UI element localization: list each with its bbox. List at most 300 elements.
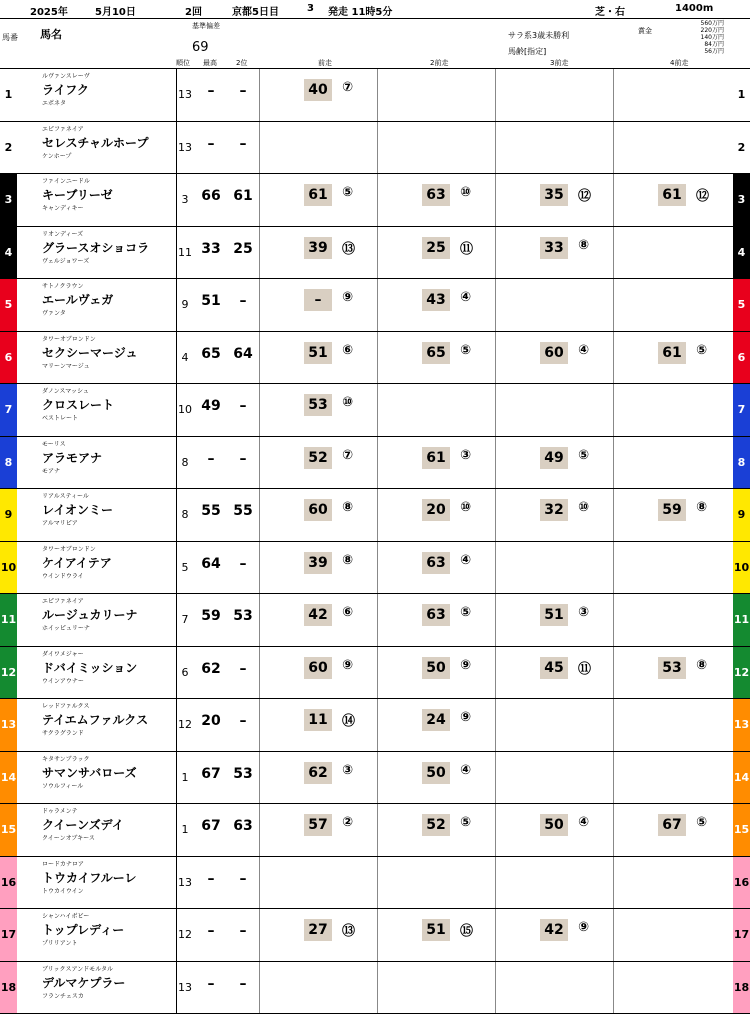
finish-position: ⑨ [578,920,590,935]
past-runs [259,69,732,121]
umaban: 7 [0,384,17,436]
horse-name: ルージュカリーナ [42,608,138,622]
umaban: 4 [0,227,17,279]
year: 2025年 [30,7,68,18]
run-score: 35 [540,184,568,206]
prize-3: 140万円 [700,34,724,41]
past-runs [259,332,732,384]
dam-name: ウインアウナー [42,677,84,685]
finish-position: ⑧ [342,552,354,568]
top-index: 33 [201,240,221,257]
horse-row [0,69,750,122]
finish-position: ⑥ [342,342,354,358]
horse-cell [18,962,177,1014]
horse-name: エールヴェガ [42,293,114,307]
horse-row [0,962,750,1015]
second-index: 53 [233,608,253,624]
sire-name: タワーオブロンドン [42,335,96,343]
horse-cell [18,279,177,331]
finish-position: ⑨ [342,657,354,673]
umaban: 2 [0,122,17,174]
past-run [495,962,617,1014]
umaban: 3 [733,174,750,226]
run-score: 51 [304,342,332,364]
dam-name: ヴァンタ [42,310,66,317]
dam-name: キャンディキー [42,205,84,212]
top-index: 55 [201,503,221,519]
umaban: 18 [0,962,17,1014]
dam-name: アルマリピア [42,520,78,527]
past-run [377,542,499,594]
past-run [495,489,617,541]
finish-position: ⑬ [342,924,356,939]
past-run [259,489,381,541]
horse-row [0,647,750,700]
past-run [613,857,735,909]
horse-cell [18,332,177,384]
horse-name: クロスレート [42,398,115,412]
umaban: 14 [733,752,750,804]
name-label: 馬名 [40,28,62,41]
past-run [613,962,735,1014]
second-col: 2位 [236,59,248,67]
horse-row [0,699,750,752]
dam-name: サクラグランド [42,730,84,737]
past-run [495,909,617,961]
sire-name: ブリックスアンドモルタル [42,965,113,973]
umaban: 2 [733,122,750,174]
past-run [613,542,735,594]
dam-name: トウカイウイン [42,887,84,895]
top-index: – [207,923,215,939]
second-index: – [239,923,247,939]
past-run [377,489,499,541]
horse-name: セクシーマージュ [42,345,138,360]
umaban: 1 [0,69,17,121]
second-index: – [239,293,247,309]
past-run [495,279,617,331]
prize-4: 84万円 [704,41,724,48]
sire-name: ファインニードル [42,178,90,185]
horse-cell [18,227,177,279]
horse-row [0,857,750,910]
prize-label: 賞金 [638,27,652,35]
horse-row [0,752,750,805]
run-score: 50 [422,657,450,679]
past-run [495,437,617,489]
finish-position: ④ [578,342,590,358]
run-score: 52 [304,447,332,469]
umaban: 6 [733,332,750,384]
finish-position: ③ [342,762,354,778]
run-score: 11 [304,709,332,731]
finish-position: ⑪ [578,661,592,677]
past-run [377,647,499,699]
horse-name: レイオンミー [42,503,114,517]
sire-name: タワーオブロンドン [42,545,96,553]
past-run [259,437,381,489]
run-score: 63 [422,552,450,574]
umaban: 9 [0,489,17,541]
base-value: 69 [192,40,209,55]
umaban: 10 [0,542,17,594]
prize-2: 220万円 [700,27,724,34]
top-col: 最高 [203,59,217,67]
dam-name: ヴェルジョワーズ [42,257,90,265]
past-run [377,384,499,436]
umaban-label: 馬番 [2,33,18,42]
past-run [613,909,735,961]
horse-name: トウカイフルーレ [42,870,137,885]
dam-name: ソウルフィール [42,782,84,790]
top-index: – [207,870,215,887]
horse-row [0,279,750,332]
second-index: – [239,555,247,572]
past-run [259,594,381,646]
prize-list [680,20,724,55]
race-class: サラ系3歳未勝利 [508,31,570,40]
past-runs [259,437,732,489]
top-index: 66 [201,188,221,204]
past-run [259,69,381,121]
sire-name: ドゥラメンテ [42,808,78,815]
finish-position: ⑦ [342,447,354,463]
horse-name: グラースオショコラ [42,240,150,255]
second-index: – [239,975,247,992]
past-run [259,279,381,331]
horse-cell [18,69,177,121]
horse-row [0,542,750,595]
run-score: 63 [422,604,450,626]
top-index: 49 [201,398,221,414]
popularity-rank: 13 [178,875,192,889]
umaban: 13 [0,699,17,751]
second-index: 25 [233,240,253,257]
top-index: 64 [201,555,221,572]
dam-name: ホイッピュリーナ [42,625,90,632]
top-index: 20 [201,713,221,729]
top-index: 51 [201,293,221,309]
past-run [613,69,735,121]
past-run [377,594,499,646]
second-index: – [239,398,247,414]
popularity-rank: 8 [181,455,189,469]
past-runs [259,804,732,856]
past-run [377,962,499,1014]
second-index: – [239,660,247,677]
horse-row [0,437,750,490]
past-run [495,542,617,594]
horse-name: トップレディー [42,923,125,937]
umaban: 5 [733,279,750,331]
dam-name: マリーンマージュ [42,362,90,370]
second-index: 64 [233,345,253,362]
run-score: 53 [304,394,332,416]
popularity-rank: 10 [178,403,192,417]
column-header [0,57,750,69]
finish-position: ⑩ [578,500,590,515]
past-run [259,647,381,699]
past-run [613,437,735,489]
second-index: – [239,135,247,152]
past-run [259,122,381,174]
run-score: 61 [658,184,686,206]
popularity-rank: 8 [181,508,189,522]
date: 5月10日 [95,7,136,18]
past-run [259,699,381,751]
past-run [613,332,735,384]
past-run [613,122,735,174]
past-run [377,174,499,226]
finish-position: ⑧ [342,500,354,515]
race-condition: 馬齢[指定] [508,47,547,56]
finish-position: ⑨ [460,710,472,725]
umaban: 12 [0,647,17,699]
horse-cell [18,699,177,751]
popularity-rank: 13 [178,980,192,994]
horse-name: アラモアナ [42,450,103,465]
run-score: 67 [658,814,686,836]
finish-position: ⑤ [460,605,472,620]
popularity-rank: 9 [181,298,189,312]
horse-row [0,227,750,280]
dam-name: プリリアント [42,940,78,947]
start-time: 発走 11時5分 [328,7,393,18]
past-run [259,857,381,909]
sire-name: リアルスティール [42,493,89,500]
prev2-col: 2前走 [430,59,449,67]
run-score: 60 [304,499,332,521]
run-score: 42 [540,919,568,941]
horse-row [0,122,750,175]
sire-name: キタサンブラック [42,755,90,763]
past-runs [259,227,732,279]
dam-name: ウインドウライ [42,572,84,580]
past-runs [259,489,732,541]
horse-row [0,174,750,227]
second-index: – [239,450,247,467]
sire-name: ダイワメジャー [42,650,84,658]
horse-name: サマンサバローズ [42,765,137,780]
past-run [377,69,499,121]
finish-position: ⑮ [460,924,474,939]
horse-name: ライフク [42,83,89,97]
past-runs [259,542,732,594]
sire-name: モーリス [42,440,66,448]
umaban: 9 [733,489,750,541]
umaban: 8 [733,437,750,489]
rank-col: 順位 [176,59,190,67]
past-run [613,647,735,699]
sire-name: レッドファルクス [42,703,90,710]
finish-position: ⑭ [342,714,356,729]
past-run [495,804,617,856]
past-run [613,489,735,541]
finish-position: ④ [578,815,590,830]
past-run [613,699,735,751]
popularity-rank: 1 [181,823,189,837]
finish-position: ⑤ [460,342,472,358]
past-run [259,909,381,961]
past-run [377,279,499,331]
past-run [495,69,617,121]
horse-cell [18,909,177,961]
horse-cell [18,489,177,541]
run-score: 57 [304,814,332,836]
run-score: 49 [540,447,568,469]
past-run [259,752,381,804]
sire-name: ルヴァンスレーヴ [42,73,90,80]
horse-name: テイエムファルクス [42,713,149,727]
past-run [259,804,381,856]
finish-position: ⑤ [578,447,590,463]
popularity-rank: 5 [181,560,189,574]
past-run [377,699,499,751]
finish-position: ④ [460,552,472,568]
dam-name: エボネタ [42,100,67,107]
second-index: 55 [233,503,253,519]
umaban: 8 [0,437,17,489]
past-runs [259,909,732,961]
run-score: 65 [422,342,450,364]
past-run [259,542,381,594]
run-score: 39 [304,237,332,259]
run-score: 24 [422,709,450,731]
dam-name: ベストレート [42,415,79,422]
past-run [377,437,499,489]
past-run [495,752,617,804]
kai: 2回 [185,7,202,18]
distance: 1400m [675,3,714,14]
umaban: 6 [0,332,17,384]
top-index: – [207,975,215,992]
horse-cell [18,857,177,909]
run-score: 51 [540,604,568,626]
finish-position: ④ [460,762,472,778]
run-score: 39 [304,552,332,574]
umaban: 13 [733,699,750,751]
past-run [377,332,499,384]
past-run [377,909,499,961]
past-runs [259,174,732,226]
dam-name: クイーンオブキース [42,835,95,842]
popularity-rank: 12 [178,718,192,732]
umaban: 14 [0,752,17,804]
past-run [495,647,617,699]
past-runs [259,752,732,804]
past-run [259,384,381,436]
horse-row [0,489,750,542]
second-index: – [239,713,247,729]
horse-name: ケイアイテア [42,555,112,570]
past-run [377,122,499,174]
umaban: 12 [733,647,750,699]
umaban: 16 [0,857,17,909]
horse-name: クイーンズデイ [42,818,124,832]
past-run [259,174,381,226]
horse-row [0,594,750,647]
umaban: 16 [733,857,750,909]
finish-position: ⑦ [342,80,354,95]
finish-position: ④ [460,290,472,305]
top-index: 65 [201,345,221,362]
past-run [495,857,617,909]
popularity-rank: 4 [181,350,189,364]
run-score: 61 [422,447,450,469]
track: 芝・右 [595,7,625,18]
horse-cell [18,752,177,804]
past-runs [259,962,732,1014]
popularity-rank: 12 [178,928,192,942]
sire-name: エピファネイア [42,125,84,133]
prev3-col: 3前走 [550,59,569,67]
finish-position: ⑤ [696,342,708,358]
umaban: 15 [733,804,750,856]
top-index: 67 [201,818,221,834]
horse-cell [18,647,177,699]
second-index: 53 [233,765,253,782]
finish-position: ⑨ [460,657,472,673]
finish-position: ⑧ [578,237,590,253]
horse-name: セレスチャルホープ [42,135,149,150]
popularity-rank: 7 [181,613,189,627]
past-run [495,699,617,751]
popularity-rank: 6 [181,665,189,679]
finish-position: ⑩ [342,395,354,410]
past-run [495,122,617,174]
popularity-rank: 13 [178,88,192,102]
horse-name: キーブリーゼ [42,188,113,202]
umaban: 3 [0,174,17,226]
past-runs [259,857,732,909]
sire-name: シャンハイボビー [42,913,90,920]
prize-1: 560万円 [700,20,724,27]
race-header [0,0,750,19]
run-score: 53 [658,657,686,679]
popularity-rank: 11 [178,245,192,259]
base-label: 基準偏差 [192,22,220,30]
horse-cell [18,174,177,226]
past-run [613,227,735,279]
umaban: 18 [733,962,750,1014]
umaban: 1 [733,69,750,121]
finish-position: ⑧ [696,500,708,515]
popularity-rank: 13 [178,140,192,154]
past-run [495,594,617,646]
popularity-rank: 3 [181,193,189,207]
finish-position: ⑩ [460,185,472,200]
finish-position: ⑤ [460,815,472,830]
horse-name: ドバイミッション [42,660,138,675]
past-run [613,752,735,804]
run-score: 25 [422,237,450,259]
run-score: 50 [540,814,568,836]
prev1-col: 前走 [318,59,332,67]
past-runs [259,594,732,646]
run-score: 62 [304,762,332,784]
umaban: 11 [0,594,17,646]
past-run [613,384,735,436]
top-index: – [207,450,215,467]
run-score: 20 [422,499,450,521]
horse-cell [18,122,177,174]
horse-row [0,909,750,962]
top-index: – [207,83,215,99]
finish-position: ③ [460,447,472,463]
horse-name: デルマケプラー [42,975,126,990]
horse-cell [18,804,177,856]
finish-position: ⑤ [342,185,354,200]
